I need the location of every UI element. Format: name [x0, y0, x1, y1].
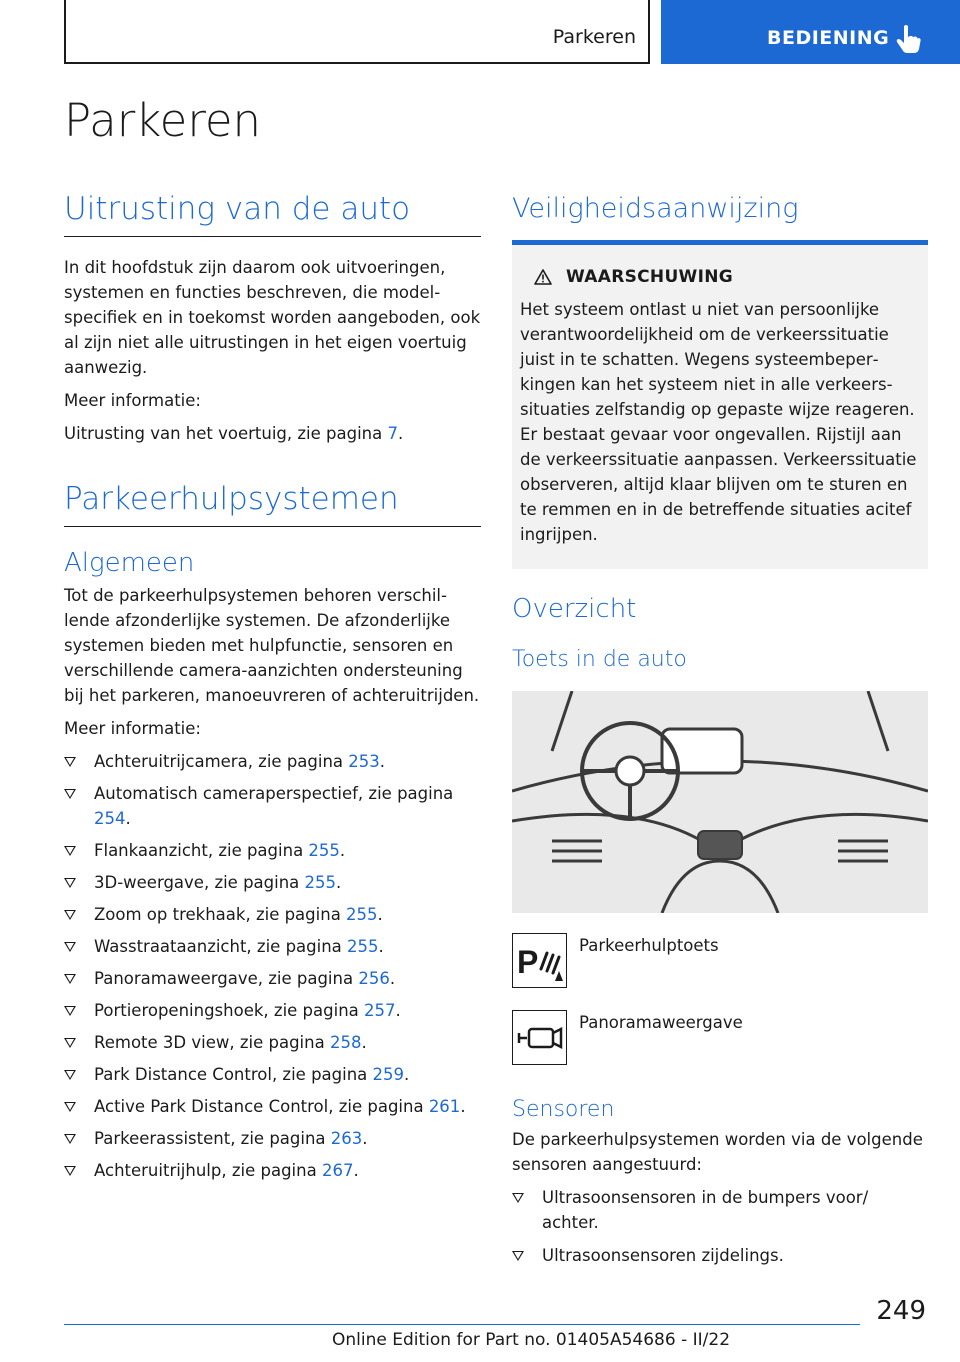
- list-item: Active Park Distance Control, zie pagina 261.: [64, 1094, 481, 1119]
- page-link-7[interactable]: 7: [387, 424, 398, 443]
- park-assist-button-icon-box: [512, 933, 567, 988]
- page-link[interactable]: 257: [364, 1001, 396, 1020]
- bullet-triangle-icon: [512, 1193, 524, 1203]
- list-item: Ultrasoonsensoren zijdelings.: [512, 1243, 928, 1268]
- equipment-heading: Uitrusting van de auto: [64, 190, 481, 237]
- warning-title-row: [520, 267, 918, 287]
- footer-edition: Online Edition for Part no. 01405A54686 - II/22: [332, 1330, 731, 1350]
- bullet-triangle-icon: [64, 1070, 76, 1080]
- park-assist-button-row: [512, 933, 928, 988]
- page-title: Parkeren: [64, 94, 262, 147]
- parking-button-highlight: [698, 831, 742, 859]
- more-info-label-2: Meer informatie:: [64, 719, 201, 738]
- bullet-triangle-icon: [64, 1006, 76, 1016]
- list-item: Achteruitrijcamera, zie pagina 253.: [64, 749, 481, 774]
- page-link[interactable]: 255: [346, 905, 378, 924]
- list-item: Flankaanzicht, zie pagina 255.: [64, 838, 481, 863]
- left-column: [64, 190, 481, 1190]
- right-column: [512, 190, 928, 1268]
- panorama-view-label: Panoramaweergave: [579, 1013, 743, 1032]
- bullet-triangle-icon: [64, 1102, 76, 1112]
- general-text: Tot de parkeerhulpsystemen behoren verschillende afzonderlijke systemen. De afzonderlijke systemen bieden met hulpfunctie, sensoren en verschillende camera-aanzichten ondersteuning bij het parkeren, manoeuvreren of achteruitrijden.: [64, 586, 480, 705]
- header-chapter-label: BEDIENING: [767, 27, 890, 49]
- page-link[interactable]: 263: [330, 1129, 363, 1148]
- general-heading: Algemeen: [64, 548, 195, 578]
- button-heading: Toets in de auto: [512, 647, 687, 672]
- page-link[interactable]: 259: [372, 1065, 405, 1084]
- parking-systems-heading: Parkeerhulpsystemen: [64, 480, 481, 527]
- footer-divider: [64, 1324, 860, 1325]
- bullet-triangle-icon: [64, 757, 76, 767]
- bullet-triangle-icon: [512, 1251, 524, 1261]
- page-number: 249: [876, 1296, 926, 1326]
- equipment-text: In dit hoofdstuk zijn daarom ook uitvoeringen, systemen en functies beschreven, die modelspecifiek en in toekomst worden aangeboden, ook al zijn niet alle uitrustingen in het eigen voertuig aanwezig.: [64, 258, 481, 377]
- overview-heading: Overzicht: [512, 594, 637, 624]
- park-assist-button-label: Parkeerhulptoets: [579, 936, 719, 955]
- illustration-background: [512, 691, 928, 913]
- header-section-box: [64, 0, 650, 64]
- panorama-view-row: [512, 1010, 928, 1065]
- list-item: Parkeerassistent, zie pagina 263.: [64, 1126, 481, 1151]
- warning-box: [512, 240, 928, 569]
- list-item: Achteruitrijhulp, zie pagina 267.: [64, 1158, 481, 1183]
- park-assist-icon: [517, 941, 563, 981]
- warning-title: WAARSCHUWING: [566, 267, 734, 287]
- bullet-triangle-icon: [64, 910, 76, 920]
- list-item: Ultrasoonsensoren in de bumpers voor/ achter.: [512, 1185, 928, 1235]
- list-item: Portieropeningshoek, zie pagina 257.: [64, 998, 481, 1023]
- page-link[interactable]: 261: [428, 1097, 461, 1116]
- list-item: Automatisch cameraperspectief, zie pagina 254.: [64, 781, 481, 831]
- pointing-hand-icon: [895, 24, 921, 54]
- page-link[interactable]: 258: [329, 1033, 362, 1052]
- page-link[interactable]: 255: [308, 841, 340, 860]
- list-item: Wasstraataanzicht, zie pagina 255.: [64, 934, 481, 959]
- header-section-title: Parkeren: [552, 26, 636, 48]
- page-link[interactable]: 256: [358, 969, 390, 988]
- svg-text:P: P: [516, 943, 538, 980]
- page-link[interactable]: 255: [347, 937, 379, 956]
- list-item: Park Distance Control, zie pagina 259.: [64, 1062, 481, 1087]
- list-item: Panoramaweergave, zie pagina 256.: [64, 966, 481, 991]
- warning-triangle-icon: [534, 269, 552, 285]
- page-link[interactable]: 254: [94, 809, 126, 828]
- bullet-triangle-icon: [64, 846, 76, 856]
- list-item: Zoom op trekhaak, zie pagina 255.: [64, 902, 481, 927]
- bullet-triangle-icon: [64, 789, 76, 799]
- sensors-text: De parkeerhulpsystemen worden via de volgende sensoren aangestuurd:: [512, 1130, 923, 1174]
- dashboard-illustration: [512, 691, 928, 913]
- equipment-reference: Uitrusting van het voertuig, zie pagina 7.: [64, 424, 404, 443]
- bullet-triangle-icon: [64, 1134, 76, 1144]
- steering-hub: [616, 757, 644, 785]
- page-link[interactable]: 253: [348, 752, 380, 771]
- systems-list: [64, 749, 481, 1183]
- more-info-label: Meer informatie:: [64, 391, 201, 410]
- bullet-triangle-icon: [64, 974, 76, 984]
- panorama-view-icon-box: [512, 1010, 567, 1065]
- safety-heading: Veiligheidsaanwijzing: [512, 193, 799, 224]
- list-item: Remote 3D view, zie pagina 258.: [64, 1030, 481, 1055]
- bullet-triangle-icon: [64, 1038, 76, 1048]
- sensors-list: [512, 1185, 928, 1268]
- page-link[interactable]: 267: [321, 1161, 354, 1180]
- sensors-heading: Sensoren: [512, 1097, 615, 1122]
- bullet-triangle-icon: [64, 942, 76, 952]
- page-link[interactable]: 255: [304, 873, 337, 892]
- bullet-triangle-icon: [64, 1166, 76, 1176]
- warning-text: Het systeem ontlast u niet van persoonlijke verantwoordelijkheid om de verkeerssituatie juist in te schatten. Wegens systeembeperkingen kan het systeem niet in alle verkeerssituaties zelfstandig op gepaste wijze reageren. Er bestaat gevaar voor ongevallen. Rijstijl aan de verkeerssituatie aanpassen. Verkeerssituatie observeren, altijd klaar blijven om te sturen en te remmen en in de betreffende situaties acitef ingrijpen.: [520, 300, 917, 544]
- camera-view-icon: [517, 1023, 563, 1053]
- list-item: 3D-weergave, zie pagina 255.: [64, 870, 481, 895]
- bullet-triangle-icon: [64, 878, 76, 888]
- equipment-reference-text: Uitrusting van het voertuig, zie pagina: [64, 424, 388, 443]
- header-chapter-tab: [661, 0, 960, 64]
